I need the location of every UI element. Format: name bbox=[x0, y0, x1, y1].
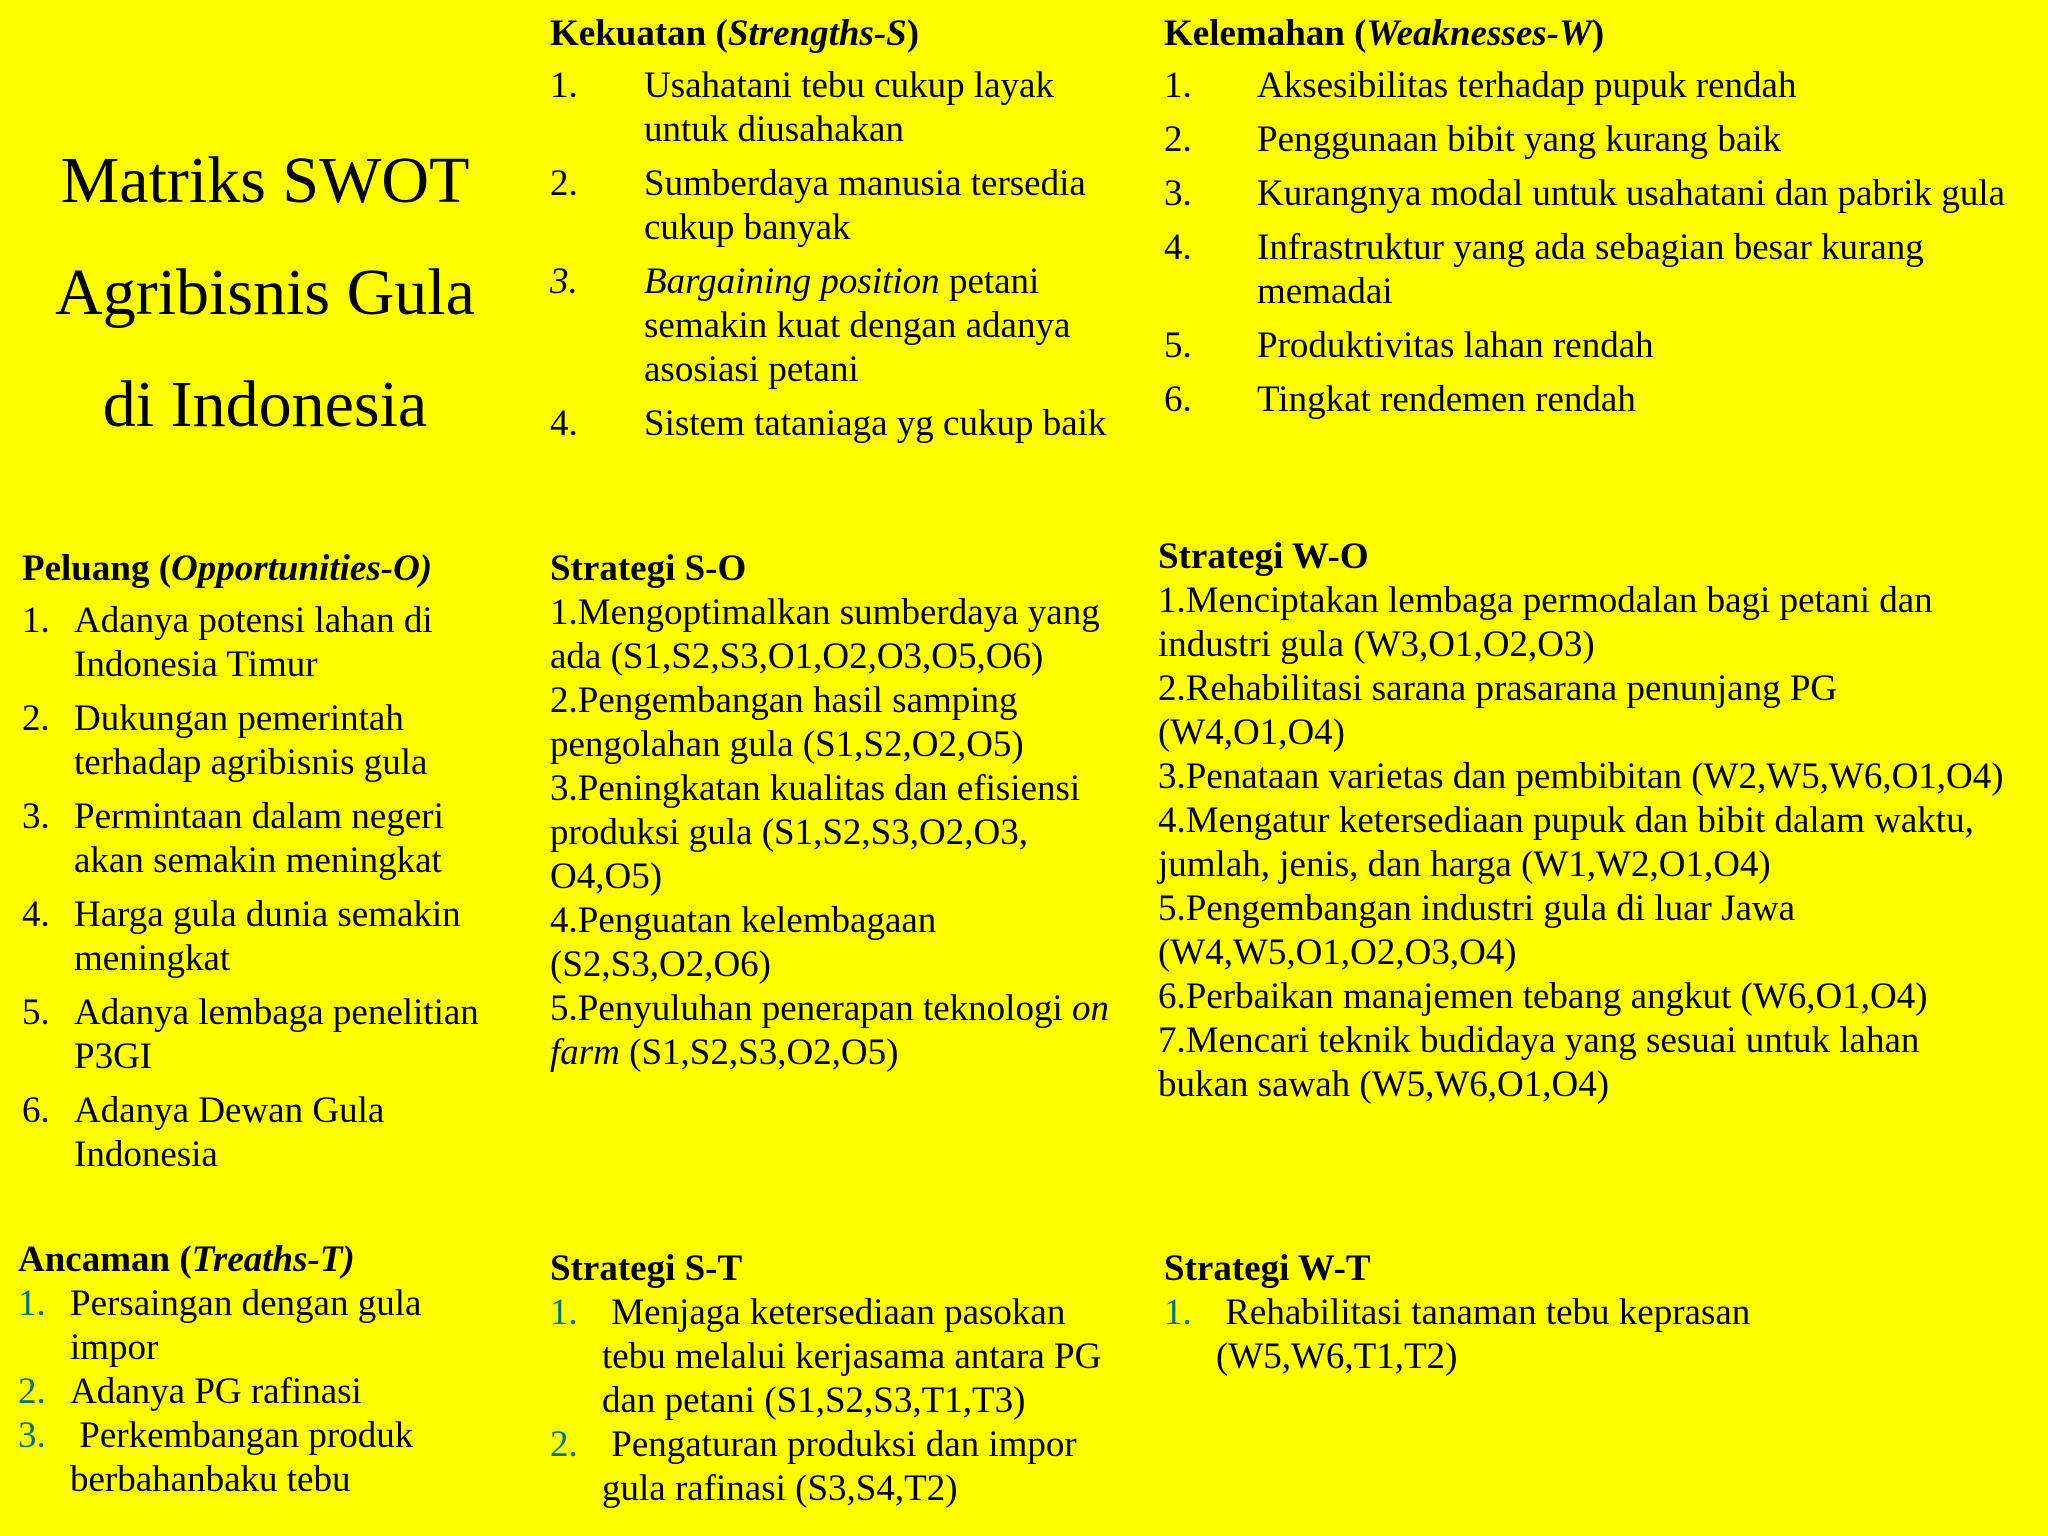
list-item: 4. Harga gula dunia semakin meningkat bbox=[22, 894, 461, 979]
threats-list bbox=[18, 1282, 518, 1502]
list-item: 5. Adanya lembaga penelitian P3GI bbox=[22, 992, 479, 1077]
list-item: 2. Dukungan pemerintah terhadap agribisnis gula bbox=[22, 698, 428, 783]
list-item: 4. Sistem tataniaga yg cukup baik bbox=[550, 403, 1107, 444]
strategy-wo-item-6: 6.Perbaikan manajemen tebang angkut (W6,O1,O4) bbox=[1158, 976, 1928, 1017]
threats-header: Ancaman (Treaths-T) bbox=[18, 1239, 355, 1280]
strategy-wo-section bbox=[1158, 535, 2018, 1107]
strategy-wo-item-1: 1.Menciptakan lembaga permodalan bagi petani dan industri gula (W3,O1,O2,O3) bbox=[1158, 580, 1933, 665]
strategy-wt-list bbox=[1164, 1291, 1844, 1379]
list-item: 1. Rehabilitasi tanaman tebu keprasan (W5,W6,T1,T2) bbox=[1164, 1292, 1760, 1377]
list-item: 5. Produktivitas lahan rendah bbox=[1164, 325, 1654, 366]
strategy-so-item-1: 1.Mengoptimalkan sumberdaya yang ada (S1,S2,S3,O1,O2,O3,O5,O6) bbox=[550, 592, 1100, 677]
list-item: 1. Usahatani tebu cukup layak untuk diusahakan bbox=[550, 65, 1054, 150]
list-item: 2. Pengaturan produksi dan impor gula rafinasi (S3,S4,T2) bbox=[550, 1424, 1086, 1509]
strategy-wo-item-3: 3.Penataan varietas dan pembibitan (W2,W5,W6,O1,O4) bbox=[1158, 756, 2004, 797]
strategy-st-section bbox=[550, 1247, 1130, 1511]
threats-section bbox=[18, 1238, 518, 1502]
strategy-so-item-4: 4.Penguatan kelembagaan (S2,S3,O2,O6) bbox=[550, 900, 937, 985]
strengths-section bbox=[550, 12, 1120, 446]
list-item: 6. Adanya Dewan Gula Indonesia bbox=[22, 1090, 385, 1175]
strategy-so-item-2: 2.Pengembangan hasil samping pengolahan gula (S1,S2,O2,O5) bbox=[550, 680, 1024, 765]
list-item: 3. Bargaining position petani semakin kuat dengan adanya asosiasi petani bbox=[550, 261, 1071, 390]
strengths-list bbox=[550, 64, 1120, 446]
strategy-wt-header: Strategi W-T bbox=[1164, 1248, 1371, 1289]
strategy-so-item-5: 5.Penyuluhan penerapan teknologi on farm (S1,S2,S3,O2,O5) bbox=[550, 988, 1109, 1073]
strategy-wo-header: Strategi W-O bbox=[1158, 536, 1369, 577]
list-item: 1. Adanya potensi lahan di Indonesia Timur bbox=[22, 600, 433, 685]
title-line-1: Matriks SWOT bbox=[60, 144, 470, 217]
strategy-wo-item-7: 7.Mencari teknik budidaya yang sesuai untuk lahan bukan sawah (W5,W6,O1,O4) bbox=[1158, 1020, 1920, 1105]
strategy-so-item-3: 3.Peningkatan kualitas dan efisiensi produksi gula (S1,S2,S3,O2,O3, O4,O5) bbox=[550, 768, 1081, 897]
weaknesses-list bbox=[1164, 64, 2014, 422]
opportunities-header: Peluang (Opportunities-O) bbox=[22, 548, 433, 589]
strategy-wo-item-4: 4.Mengatur ketersediaan pupuk dan bibit dalam waktu, jumlah, jenis, dan harga (W1,W2,O1,O4) bbox=[1158, 800, 1974, 885]
strategy-st-header: Strategi S-T bbox=[550, 1248, 743, 1289]
weaknesses-header: Kelemahan (Weaknesses-W) bbox=[1164, 13, 1605, 54]
list-item: 1. Persaingan dengan gula impor bbox=[18, 1283, 422, 1368]
list-item: 6. Tingkat rendemen rendah bbox=[1164, 379, 1636, 420]
strengths-header: Kekuatan (Strengths-S) bbox=[550, 13, 920, 54]
opportunities-section bbox=[22, 547, 522, 1177]
matrix-title bbox=[20, 125, 510, 461]
title-line-3: di Indonesia bbox=[102, 368, 428, 441]
strategy-wt-section bbox=[1164, 1247, 1844, 1379]
opportunities-list bbox=[22, 599, 522, 1177]
list-item: 2. Penggunaan bibit yang kurang baik bbox=[1164, 119, 1782, 160]
list-item: 3. Kurangnya modal untuk usahatani dan pabrik gula bbox=[1164, 173, 2006, 214]
list-item: 1. Aksesibilitas terhadap pupuk rendah bbox=[1164, 65, 1797, 106]
list-item: 4. Infrastruktur yang ada sebagian besar kurang memadai bbox=[1164, 227, 1924, 312]
list-item: 2. Adanya PG rafinasi bbox=[18, 1371, 362, 1412]
list-item: 3. Permintaan dalam negeri akan semakin meningkat bbox=[22, 796, 444, 881]
list-item: 1. Menjaga ketersediaan pasokan tebu melalui kerjasama antara PG dan petani (S1,S2,S3,T1,T3) bbox=[550, 1292, 1111, 1421]
strategy-so-section bbox=[550, 547, 1130, 1075]
list-item: 3. Perkembangan produk berbahanbaku tebu bbox=[18, 1415, 423, 1500]
strategy-so-header: Strategi S-O bbox=[550, 548, 747, 589]
title-line-2: Agribisnis Gula bbox=[55, 256, 475, 329]
weaknesses-section bbox=[1164, 12, 2014, 422]
strategy-st-list bbox=[550, 1291, 1130, 1511]
strategy-wo-item-2: 2.Rehabilitasi sarana prasarana penunjang PG (W4,O1,O4) bbox=[1158, 668, 1838, 753]
strategy-wo-item-5: 5.Pengembangan industri gula di luar Jawa (W4,W5,O1,O2,O3,O4) bbox=[1158, 888, 1796, 973]
list-item: 2. Sumberdaya manusia tersedia cukup banyak bbox=[550, 163, 1086, 248]
